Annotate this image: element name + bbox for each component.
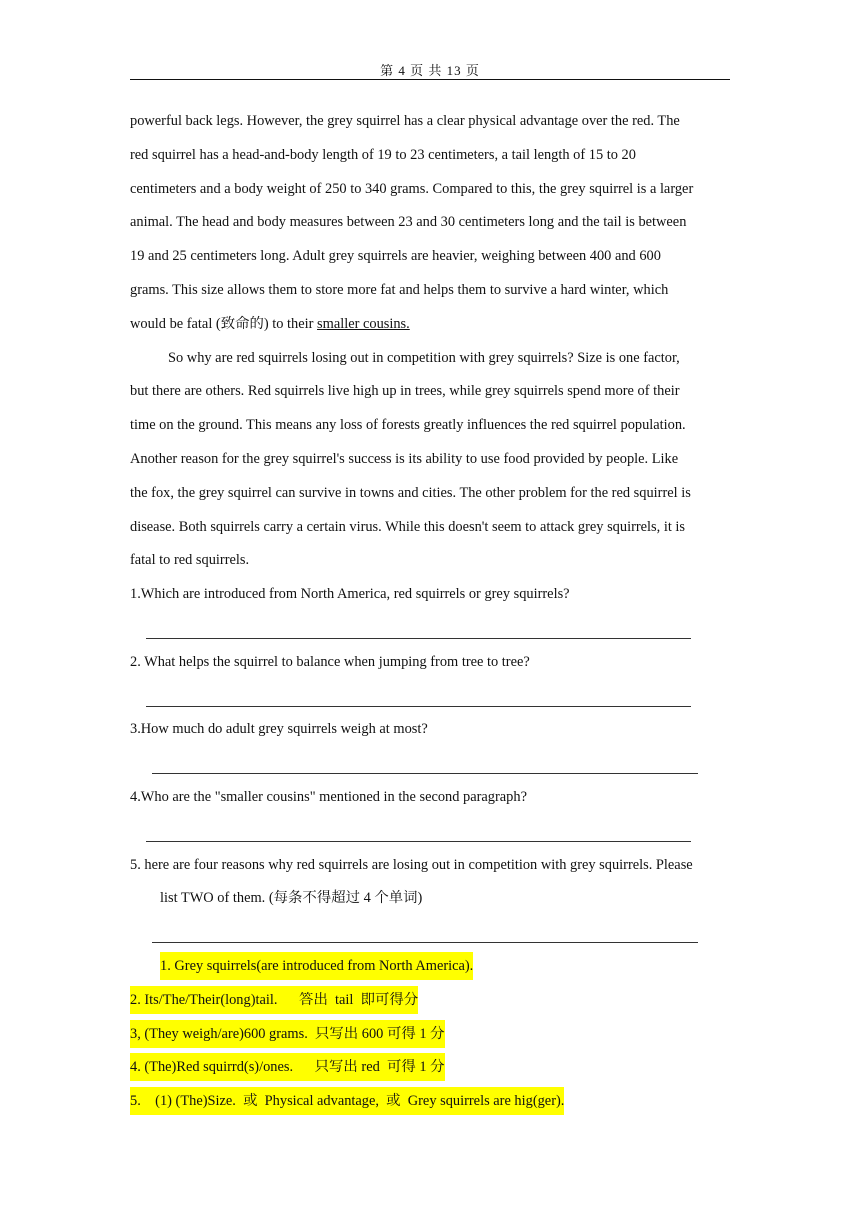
text-line: powerful back legs. However, the grey squirrel has a clear physical advantage over the red. The (130, 113, 680, 129)
answer-key-5 (130, 1085, 730, 1119)
text-line: grams. This size allows them to store more fat and helps them to survive a hard winter, which (130, 281, 669, 298)
question-4: 4.Who are the "smaller cousins" mentioned in the second paragraph? (130, 788, 527, 805)
question-3: 3.How much do adult grey squirrels weigh at most? (130, 721, 428, 738)
answer-blank-2[interactable] (130, 680, 730, 714)
answer-blank-5[interactable] (130, 916, 730, 950)
text-line: 19 and 25 centimeters long. Adult grey squirrels are heavier, weighing between 400 and 600 (130, 248, 661, 265)
answer-blank-4[interactable] (130, 815, 730, 849)
answer-key (130, 950, 730, 1119)
text-line: time on the ground. This means any loss of forests greatly influences the red squirrel population. (130, 417, 686, 434)
underlined-phrase: smaller cousins. (317, 315, 410, 332)
highlighted-answer: 5. (1) (The)Size. 或 Physical advantage, 或 Grey squirrels are hig(ger). (130, 1087, 564, 1115)
text-line: red squirrel has a head-and-body length of 19 to 23 centimeters, a tail length of 15 to 20 (130, 146, 636, 163)
header-divider (130, 79, 730, 80)
text-line: Another reason for the grey squirrel's success is its ability to use food provided by people. Like (130, 450, 679, 467)
text-line: the fox, the grey squirrel can survive in towns and cities. The other problem for the red squirrel is (130, 484, 691, 501)
text-line: centimeters and a body weight of 250 to 340 grams. Compared to this, the grey squirrel is a larger (130, 180, 694, 197)
text-line: but there are others. Red squirrels live high up in trees, while grey squirrels spend more of their (130, 383, 680, 400)
question-1: 1.Which are introduced from North America, red squirrels or grey squirrels? (130, 586, 570, 603)
questions-section (130, 578, 730, 950)
answer-blank-1[interactable] (130, 612, 730, 646)
text-line: disease. Both squirrels carry a certain virus. While this doesn't seem to attack grey squirrels, it is (130, 518, 686, 535)
highlighted-answer: 4. (The)Red squirrd(s)/ones. 只写出 red 可得 1 分 (130, 1053, 445, 1081)
question-2: 2. What helps the squirrel to balance when jumping from tree to tree? (130, 653, 530, 670)
highlighted-answer: 2. Its/The/Their(long)tail. 答出 tail 即可得分 (130, 986, 418, 1014)
page-header: 第 4 页 共 13 页 (380, 63, 480, 78)
document-body (130, 105, 730, 1119)
text-line: fatal to red squirrels. (130, 552, 250, 569)
answer-key-2 (130, 984, 730, 1018)
answer-key-4 (130, 1051, 730, 1085)
highlighted-answer: 1. Grey squirrels(are introduced from North America). (160, 952, 473, 980)
text-line: So why are red squirrels losing out in competition with grey squirrels? Size is one factor, (168, 349, 680, 366)
text-segment: would be fatal (致命的) to their (130, 315, 318, 332)
text-line (130, 308, 730, 342)
answer-blank-3[interactable] (130, 747, 730, 781)
question-5: 5. here are four reasons why red squirrels are losing out in competition with grey squirrels. Please (130, 856, 693, 873)
text-line: animal. The head and body measures between 23 and 30 centimeters long and the tail is between (130, 214, 687, 231)
answer-key-3 (130, 1018, 730, 1052)
highlighted-answer: 3, (They weigh/are)600 grams. 只写出 600 可得 1 分 (130, 1020, 445, 1048)
answer-key-1 (130, 950, 730, 984)
passage-paragraph-1 (130, 105, 730, 342)
question-5-continued: list TWO of them. (每条不得超过 4 个单词) (160, 890, 423, 907)
passage-paragraph-2 (130, 342, 730, 579)
